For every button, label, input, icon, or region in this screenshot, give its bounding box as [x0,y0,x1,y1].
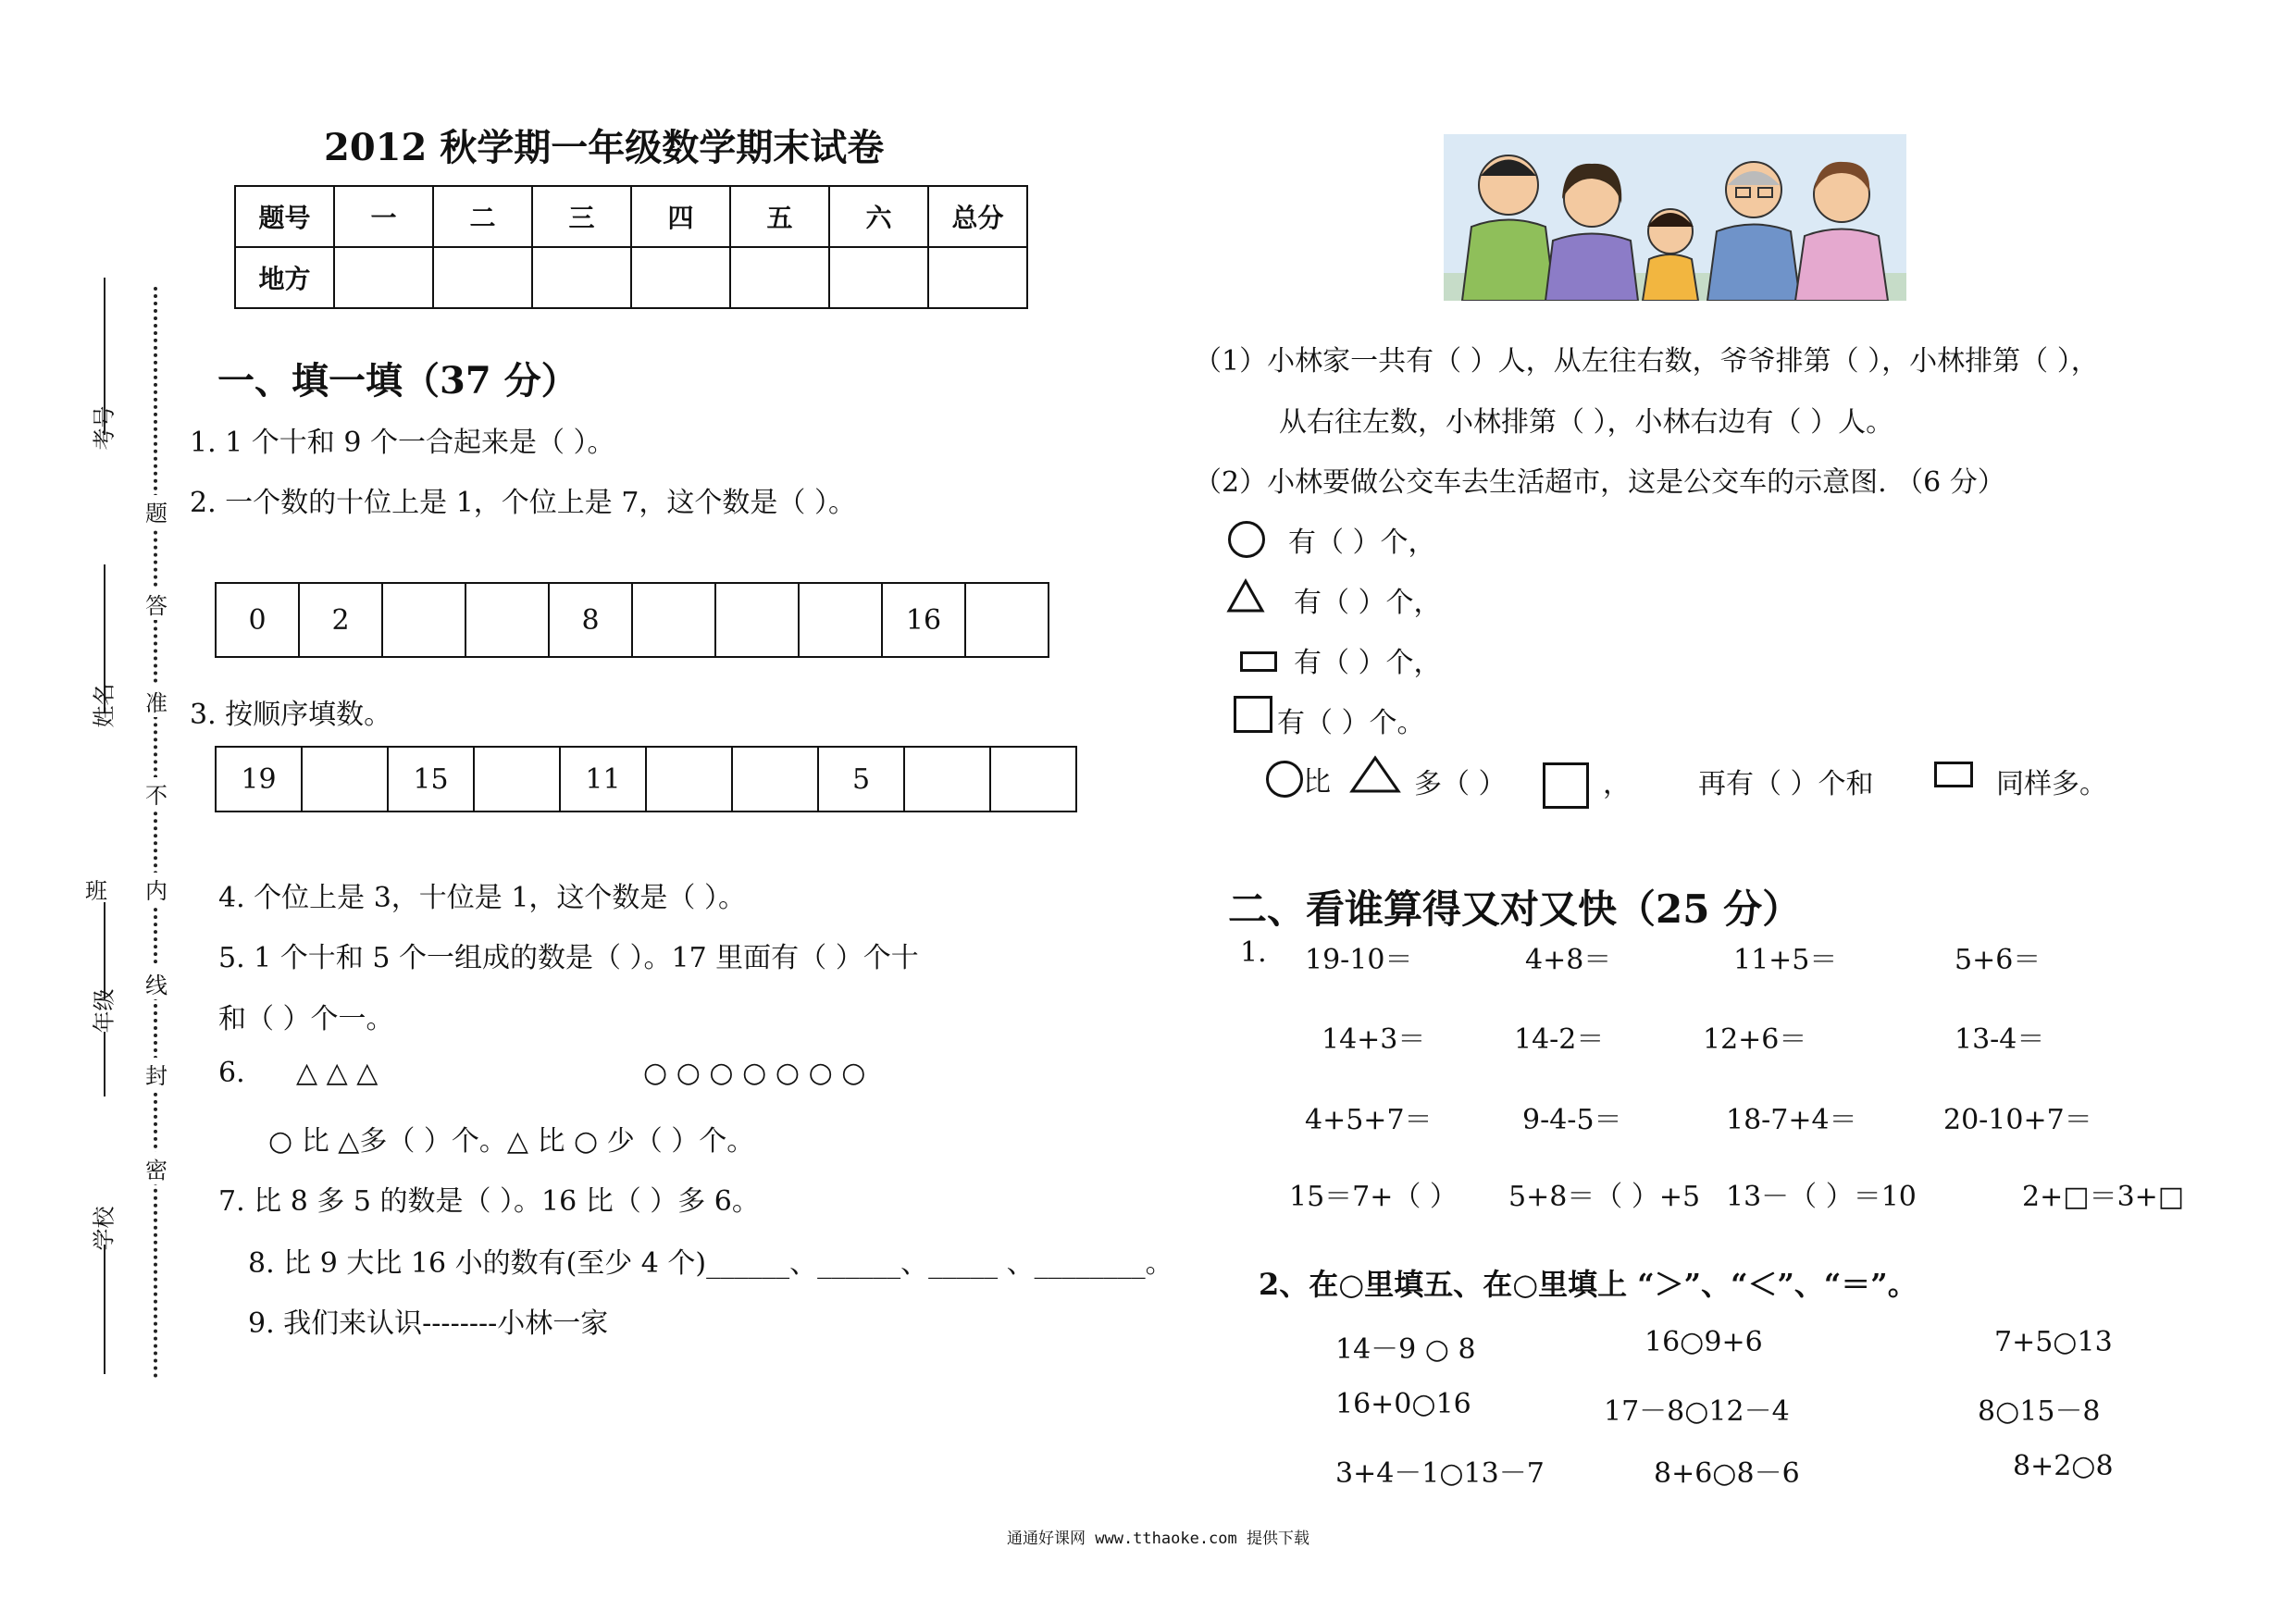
sequence-blank-cell[interactable] [965,583,1049,657]
seal-dotted-line [154,287,157,1379]
score-cell[interactable] [928,247,1027,308]
family-question-2: （2）小林要做公交车去生活超市，这是公交车的示意图. （6 分） [1194,466,2005,499]
rectangle-count-text: 有（ ）个， [1294,647,1442,679]
circle-icon [1228,521,1265,558]
sequence-blank-cell[interactable] [732,747,818,812]
rectangle-icon [1240,651,1277,672]
seal-char: 题 [145,495,168,527]
compare-problem: 3+4－1○13－7 [1335,1457,1545,1490]
question-6: ○ 比 △多（ ）个。△ 比 ○ 少（ ）个。 [268,1125,755,1158]
question-8: 8. 比 9 大比 16 小的数有(至少 4 个)______、______、_____ 、________。 [248,1247,1173,1280]
sequence-cell: 2 [299,583,382,657]
score-cell[interactable] [829,247,928,308]
sequence-cell: 0 [216,583,299,657]
seal-char: 密 [145,1152,168,1184]
sequence-cell: 16 [882,583,965,657]
score-cell[interactable] [730,247,829,308]
triangle-row: △ △ △ [296,1057,379,1089]
page-title: 2012 秋学期一年级数学期末试卷 [324,126,885,169]
seal-char: 准 [145,685,168,717]
sequence-cell: 15 [388,747,474,812]
circle-icon [1266,761,1303,798]
sequence-blank-cell[interactable] [715,583,799,657]
arith-problem: 15＝7+（ ） [1289,1181,1458,1213]
score-row-label: 地方 [235,247,334,308]
blank-line-school [104,1245,105,1374]
score-header-cell: 一 [334,186,433,247]
rectangle-icon [1934,762,1973,787]
arith-problem: 4+5+7＝ [1305,1104,1433,1136]
score-header-cell: 题号 [235,186,334,247]
label-grade: 年级 [91,988,118,1034]
compare-word-bi: 比 [1303,766,1331,799]
question-9: 9. 我们来认识--------小林一家 [248,1307,609,1340]
arith-problem: 11+5＝ [1733,944,1838,976]
compare-word-zaiyou: 再有（ ）个和 [1698,768,1874,800]
seal-char: 线 [145,967,168,999]
compare-problem: 17－8○12－4 [1604,1395,1790,1428]
label-school: 学校 [91,1206,118,1251]
label-name: 姓名 [91,683,118,728]
sequence-blank-cell[interactable] [646,747,732,812]
sequence-blank-cell[interactable] [465,583,549,657]
arith-problem: 19-10＝ [1305,944,1413,976]
question-6-label: 6. [218,1057,245,1089]
triangle-count-text: 有（ ）个， [1294,587,1442,619]
arith-problem: 13-4＝ [1955,1023,2045,1056]
question-5: 5. 1 个十和 5 个一组成的数是（ ）。17 里面有（ ）个十 [218,942,919,974]
blank-line-class [104,902,105,999]
compare-word-same: 同样多。 [1996,768,2107,800]
sequence-cell: 11 [560,747,646,812]
seal-char: 内 [145,873,168,905]
square-icon [1234,696,1272,733]
score-cell[interactable] [433,247,532,308]
question-4: 4. 个位上是 3，十位是 1，这个数是（ ）。 [218,882,746,914]
seal-char: 不 [145,777,168,810]
compare-comma: ， [1603,768,1631,800]
sequence-blank-cell[interactable] [904,747,990,812]
sequence-cell: 8 [549,583,632,657]
part-2-instruction: 2、在○里填五、在○里填上 “＞”、“＜”、“＝”。 [1259,1267,1917,1302]
arith-problem: 13－（ ）＝10 [1726,1181,1917,1213]
sequence-cell: 19 [216,747,302,812]
arith-problem: 5+6＝ [1955,944,2042,976]
section1-heading: 一、填一填（37 分） [217,359,578,403]
arith-problem: 20-10+7＝ [1943,1104,2092,1136]
score-header-cell: 总分 [928,186,1027,247]
section2-heading: 二、看谁算得又对又快（25 分） [1228,886,1802,932]
arith-problem: 14+3＝ [1322,1023,1426,1056]
score-header-cell: 三 [532,186,631,247]
score-cell[interactable] [631,247,730,308]
circle-row: ○ ○ ○ ○ ○ ○ ○ [643,1057,866,1089]
compare-problem: 16○9+6 [1644,1326,1763,1358]
circle-count-text: 有（ ）个， [1288,527,1436,559]
score-table-header-row [235,186,1027,247]
sequence-blank-cell[interactable] [990,747,1076,812]
sequence-blank-cell[interactable] [474,747,560,812]
triangle-icon [1226,578,1265,613]
score-header-cell: 六 [829,186,928,247]
compare-problem: 8+6○8－6 [1654,1457,1800,1490]
score-header-cell: 四 [631,186,730,247]
compare-word-duo: 多（ ） [1414,768,1507,800]
score-cell[interactable] [334,247,433,308]
compare-problem: 8+2○8 [2013,1450,2114,1482]
sequence-table-1 [215,582,1049,658]
arith-problem: 14-2＝ [1514,1023,1605,1056]
question-2: 2. 一个数的十位上是 1，个位上是 7，这个数是（ ）。 [190,487,856,519]
sequence-blank-cell[interactable] [632,583,715,657]
blank-line-grade [104,1032,105,1096]
arith-problem: 4+8＝ [1525,944,1612,976]
seal-char: 封 [145,1058,168,1090]
question-3: 3. 按顺序填数。 [190,699,392,731]
square-count-text: 有（ ）个。 [1277,707,1425,739]
arith-problem: 2+□＝3+□ [2022,1181,2185,1213]
triangle-icon [1349,755,1401,794]
score-header-cell: 五 [730,186,829,247]
sequence-cell: 5 [818,747,904,812]
footer-credit: 通通好课网 www.tthaoke.com 提供下载 [1007,1530,1309,1548]
square-icon [1543,762,1589,809]
family-question-1: （1）小林家一共有（ ）人，从左往右数，爷爷排第（ ），小林排第（ ）， [1194,345,2099,378]
compare-problem: 7+5○13 [1994,1326,2113,1358]
family-illustration [1444,134,1906,301]
question-1: 1. 1 个十和 9 个一合起来是（ ）。 [190,427,615,459]
sequence-table-2 [215,746,1077,812]
sequence-blank-cell[interactable] [799,583,882,657]
arith-problem: 9-4-5＝ [1522,1104,1622,1136]
score-header-cell: 二 [433,186,532,247]
compare-problem: 16+0○16 [1335,1388,1471,1420]
sequence-blank-cell[interactable] [382,583,465,657]
label-exam-no: 考号 [91,405,118,451]
sequence-blank-cell[interactable] [302,747,388,812]
question-7: 7. 比 8 多 5 的数是（ ）。16 比（ ）多 6。 [218,1185,760,1218]
score-table-score-row [235,247,1027,308]
seal-char: 答 [145,588,168,620]
question-5-cont: 和（ ）个一。 [218,1003,394,1035]
arith-problem: 5+8＝（ ）+5 [1508,1181,1701,1213]
compare-problem: 14－9 ○ 8 [1335,1333,1476,1366]
arith-problem: 12+6＝ [1703,1023,1807,1056]
arith-problem: 18-7+4＝ [1726,1104,1857,1136]
score-table [234,185,1028,309]
score-cell[interactable] [532,247,631,308]
part-1-label: 1. [1240,936,1267,969]
compare-problem: 8○15－8 [1978,1395,2101,1428]
family-question-1-cont: 从右往左数，小林排第（ ），小林右边有（ ）人。 [1279,406,1894,439]
label-class: 班 [85,878,107,904]
